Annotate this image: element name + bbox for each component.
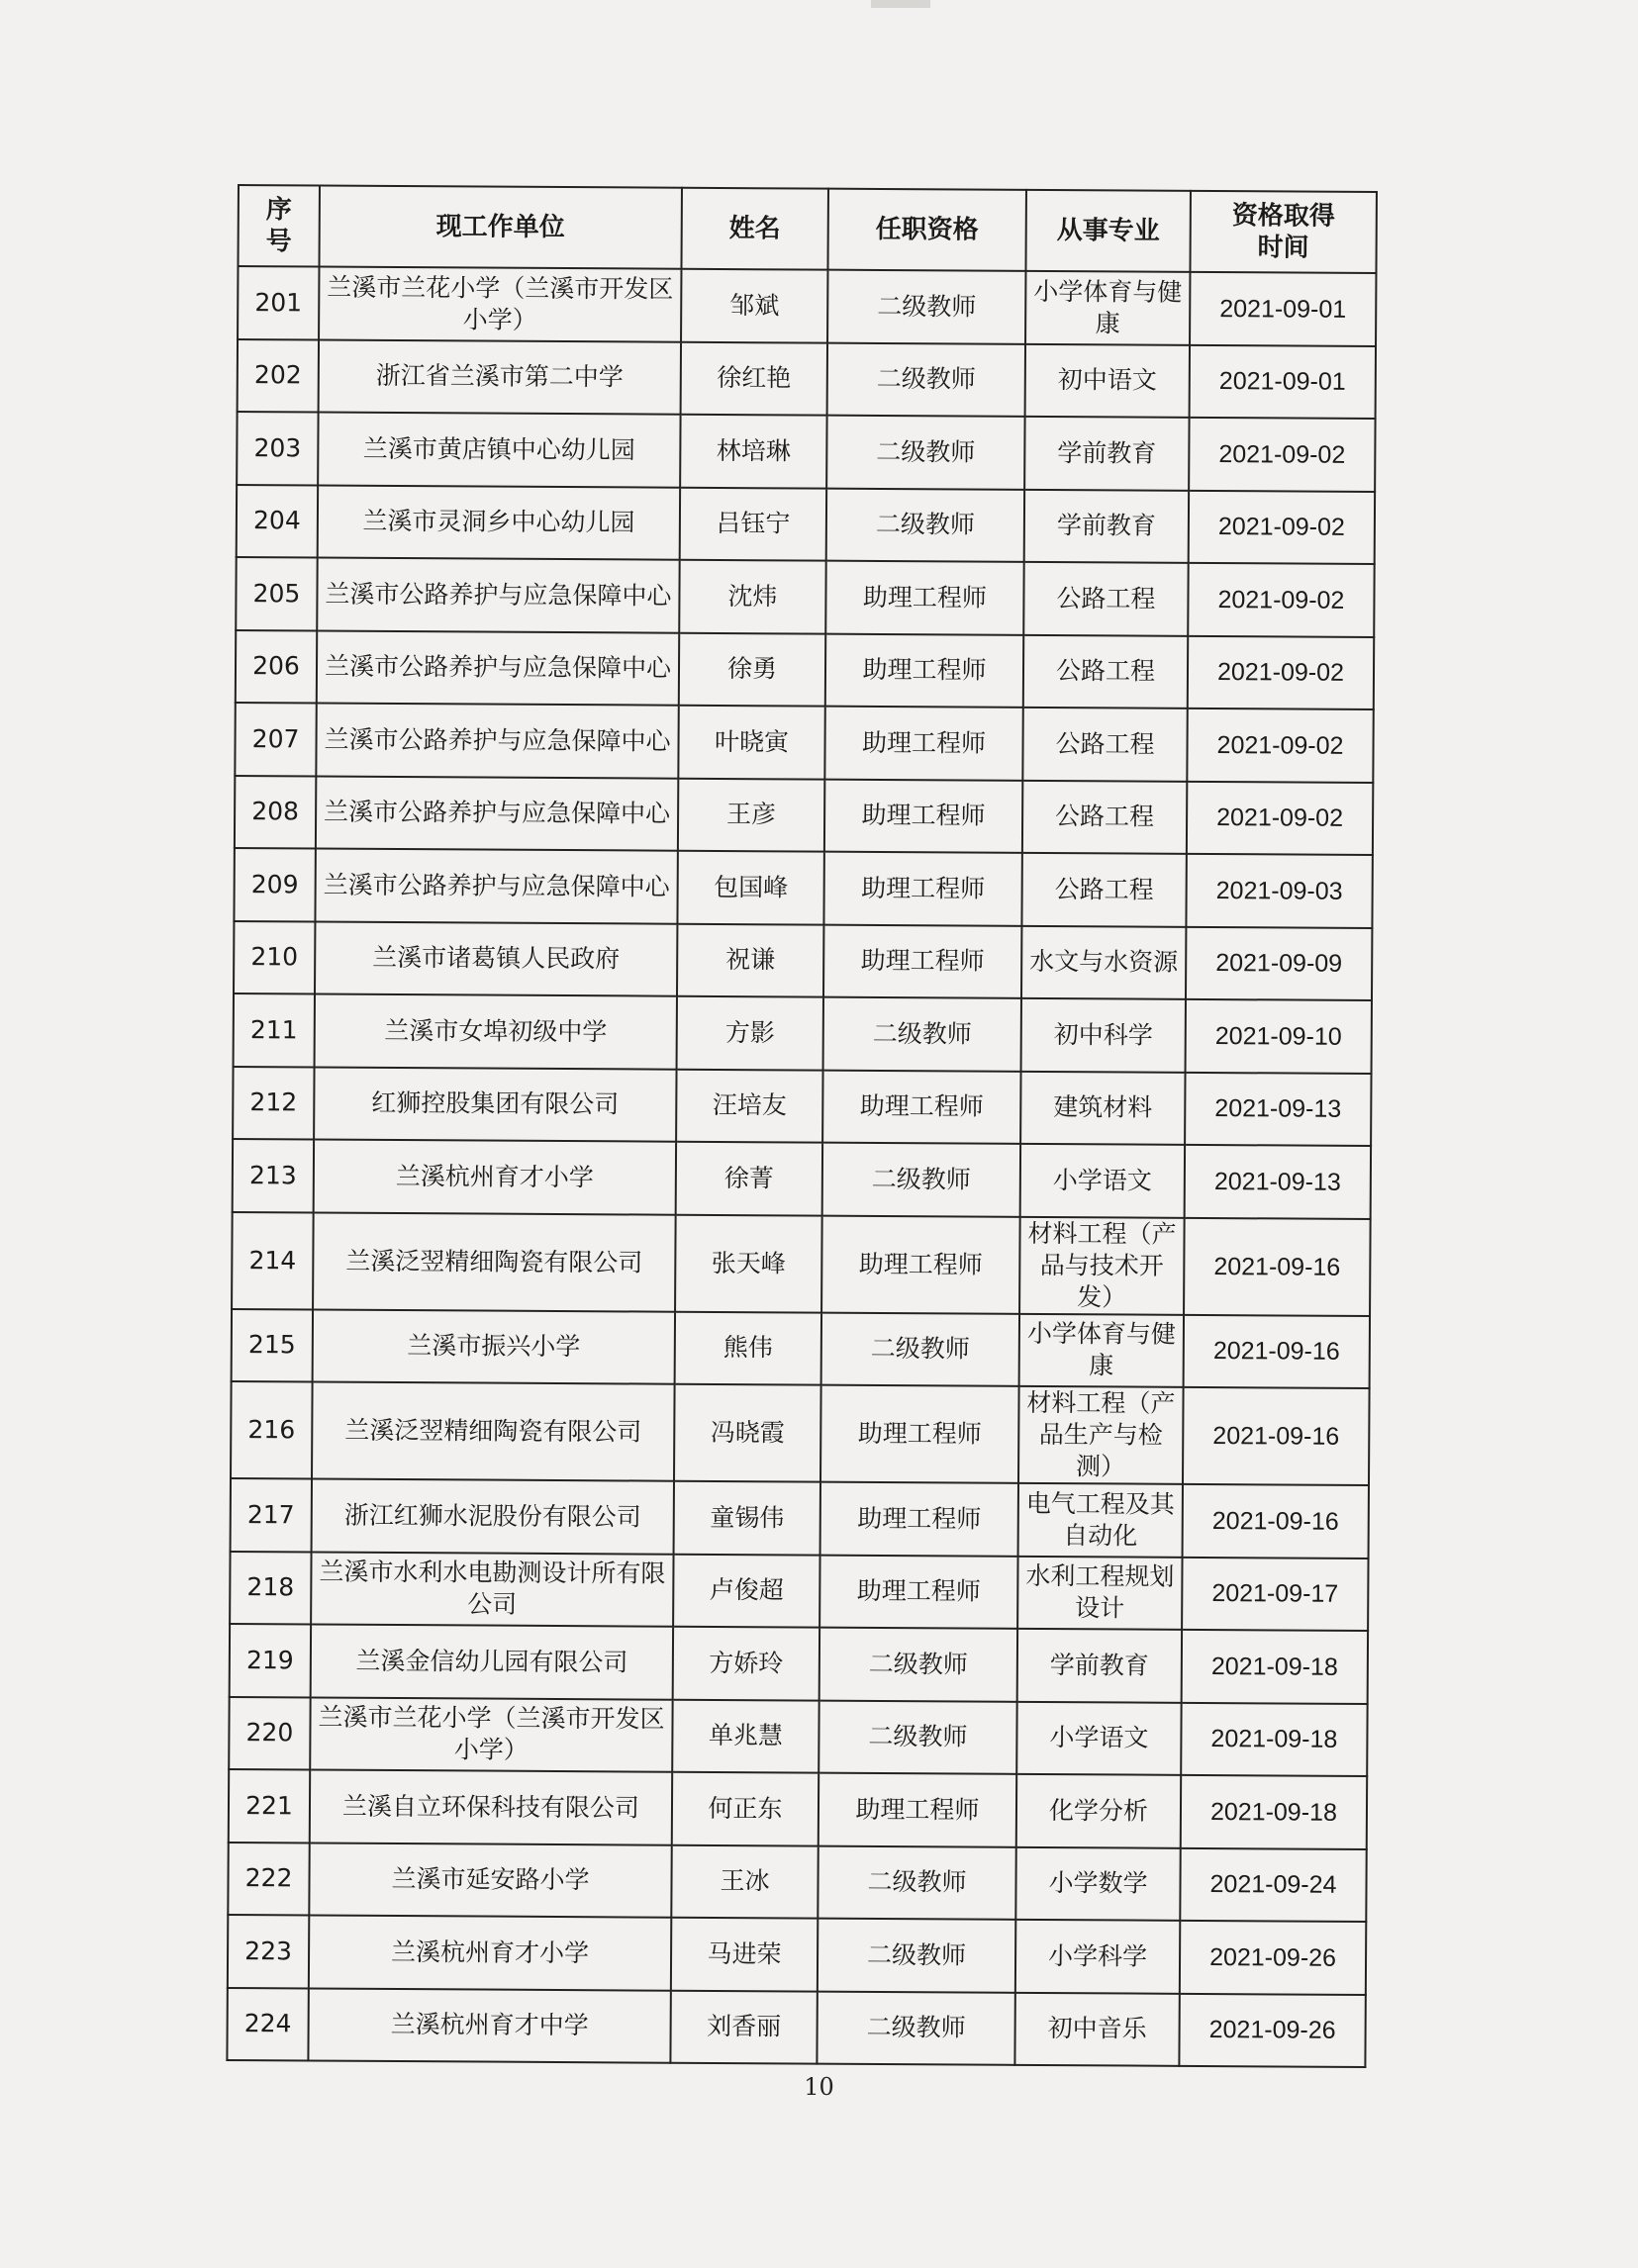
cell-major: 初中语文	[1025, 343, 1190, 418]
cell-seq: 217	[231, 1478, 312, 1552]
table-row	[228, 1915, 1366, 1995]
cell-name: 徐菁	[676, 1142, 822, 1215]
cell-name: 熊伟	[675, 1311, 821, 1384]
page-edge-mark	[871, 0, 930, 8]
cell-date: 2021-09-13	[1185, 1072, 1371, 1146]
table-row	[236, 557, 1374, 637]
cell-unit: 兰溪杭州育才小学	[309, 1915, 671, 1990]
header-major: 从事专业	[1025, 190, 1190, 272]
cell-seq: 208	[235, 775, 316, 848]
cell-qualification: 二级教师	[827, 270, 1025, 344]
cell-date: 2021-09-02	[1188, 635, 1374, 709]
cell-qualification: 二级教师	[823, 997, 1021, 1072]
cell-qualification: 二级教师	[819, 1628, 1017, 1702]
cell-qualification: 助理工程师	[824, 779, 1022, 853]
cell-seq: 216	[231, 1381, 313, 1478]
cell-seq: 204	[237, 485, 318, 558]
cell-qualification: 助理工程师	[825, 561, 1023, 635]
cell-name: 汪培友	[676, 1069, 822, 1142]
cell-qualification: 助理工程师	[822, 1070, 1020, 1144]
cell-seq: 206	[236, 629, 317, 703]
cell-name: 王冰	[671, 1844, 818, 1918]
cell-name: 徐勇	[679, 632, 825, 706]
cell-unit: 兰溪市振兴小学	[313, 1309, 675, 1384]
table-row	[238, 266, 1376, 346]
cell-unit: 兰溪市兰花小学（兰溪市开发区小学）	[310, 1697, 672, 1772]
cell-major: 公路工程	[1023, 634, 1188, 709]
cell-qualification: 助理工程师	[823, 924, 1021, 998]
cell-name: 林培琳	[680, 415, 826, 488]
table-row	[231, 1478, 1369, 1559]
cell-date: 2021-09-13	[1185, 1145, 1371, 1219]
cell-date: 2021-09-02	[1189, 418, 1375, 492]
cell-major: 水文与水资源	[1021, 925, 1186, 999]
cell-date: 2021-09-16	[1183, 1484, 1369, 1559]
cell-unit: 兰溪市公路养护与应急保障中心	[315, 848, 677, 923]
cell-major: 电气工程及其自动化	[1018, 1483, 1183, 1558]
cell-unit: 红狮控股集团有限公司	[314, 1067, 676, 1142]
cell-seq: 224	[227, 1987, 308, 2060]
table-row	[231, 1381, 1370, 1485]
table-row	[229, 1769, 1367, 1849]
roster-table	[226, 184, 1378, 2068]
table-row	[234, 993, 1372, 1074]
cell-unit: 浙江红狮水泥股份有限公司	[312, 1478, 674, 1554]
table-row	[235, 703, 1373, 783]
cell-name: 包国峰	[677, 851, 823, 924]
cell-qualification: 二级教师	[822, 1143, 1020, 1217]
cell-seq: 213	[233, 1139, 314, 1212]
cell-date: 2021-09-16	[1184, 1217, 1371, 1315]
cell-qualification: 二级教师	[826, 416, 1024, 490]
cell-name: 单兆慧	[672, 1699, 819, 1772]
cell-major: 小学语文	[1020, 1144, 1185, 1218]
cell-date: 2021-09-02	[1188, 563, 1374, 637]
cell-date: 2021-09-26	[1179, 1993, 1365, 2067]
table-row	[227, 1987, 1365, 2067]
page-number: 10	[804, 2073, 834, 2101]
cell-name: 祝谦	[677, 923, 823, 996]
cell-major: 水利工程规划设计	[1017, 1556, 1182, 1630]
cell-name: 徐红艳	[681, 341, 827, 415]
cell-seq: 211	[234, 993, 315, 1067]
cell-date: 2021-09-02	[1187, 709, 1373, 783]
cell-major: 学前教育	[1024, 417, 1189, 491]
cell-unit: 兰溪市兰花小学（兰溪市开发区小学）	[319, 267, 681, 342]
cell-qualification: 二级教师	[818, 1845, 1015, 1920]
cell-major: 化学分析	[1016, 1774, 1181, 1848]
cell-qualification: 助理工程师	[819, 1555, 1017, 1629]
cell-unit: 兰溪杭州育才小学	[314, 1139, 676, 1214]
cell-date: 2021-09-24	[1180, 1847, 1366, 1922]
cell-date: 2021-09-18	[1182, 1630, 1368, 1704]
cell-name: 叶晓寅	[678, 706, 824, 779]
cell-name: 邹斌	[681, 269, 827, 342]
cell-date: 2021-09-01	[1190, 272, 1376, 346]
cell-unit: 兰溪市灵洞乡中心幼儿园	[318, 485, 680, 560]
table-row	[236, 629, 1374, 709]
cell-name: 童锡伟	[674, 1481, 820, 1555]
cell-seq: 209	[234, 848, 315, 921]
cell-unit: 兰溪市延安路小学	[309, 1843, 671, 1918]
cell-date: 2021-09-03	[1186, 854, 1372, 928]
cell-major: 公路工程	[1021, 853, 1186, 927]
cell-unit: 兰溪市公路养护与应急保障中心	[317, 558, 679, 633]
table-row	[232, 1211, 1371, 1315]
header-qualification: 任职资格	[827, 189, 1025, 271]
cell-date: 2021-09-18	[1181, 1702, 1367, 1776]
cell-major: 公路工程	[1022, 780, 1187, 854]
cell-seq: 218	[230, 1551, 311, 1624]
cell-qualification: 助理工程师	[820, 1482, 1018, 1557]
cell-seq: 215	[232, 1308, 313, 1381]
cell-seq: 201	[238, 266, 319, 339]
cell-qualification: 助理工程师	[825, 633, 1023, 708]
roster-body	[227, 266, 1376, 2067]
header-date: 资格取得 时间	[1190, 191, 1376, 273]
cell-unit: 兰溪泛翌精细陶瓷有限公司	[312, 1381, 675, 1480]
cell-seq: 222	[228, 1842, 309, 1915]
table-row	[233, 1139, 1371, 1219]
cell-qualification: 二级教师	[819, 1700, 1016, 1774]
cell-seq: 220	[229, 1696, 310, 1769]
cell-major: 小学体育与健康	[1019, 1313, 1184, 1387]
cell-name: 方影	[677, 996, 823, 1070]
cell-date: 2021-09-09	[1186, 926, 1372, 1000]
cell-major: 材料工程（产品与技术开发）	[1019, 1216, 1185, 1314]
cell-unit: 浙江省兰溪市第二中学	[319, 339, 681, 415]
header-row	[238, 185, 1376, 273]
cell-qualification: 助理工程师	[823, 852, 1021, 926]
cell-date: 2021-09-17	[1182, 1557, 1368, 1631]
header-unit: 现工作单位	[319, 186, 681, 269]
cell-name: 沈炜	[679, 560, 825, 633]
cell-qualification: 助理工程师	[819, 1773, 1016, 1847]
cell-date: 2021-09-16	[1184, 1314, 1370, 1388]
header-name: 姓名	[681, 188, 827, 270]
table-row	[229, 1696, 1367, 1776]
cell-name: 冯晓霞	[674, 1384, 821, 1482]
cell-qualification: 二级教师	[818, 1919, 1015, 1993]
cell-major: 小学数学	[1015, 1846, 1180, 1921]
cell-qualification: 二级教师	[817, 1991, 1014, 2065]
table-row	[235, 775, 1373, 855]
table-row	[237, 412, 1375, 492]
table-row	[230, 1624, 1368, 1704]
cell-unit: 兰溪市女埠初级中学	[315, 993, 677, 1069]
cell-date: 2021-09-18	[1181, 1775, 1367, 1849]
cell-major: 初中科学	[1021, 998, 1186, 1073]
cell-date: 2021-09-02	[1187, 781, 1373, 855]
cell-unit: 兰溪杭州育才中学	[308, 1988, 670, 2063]
table-row	[230, 1551, 1368, 1631]
cell-seq: 219	[230, 1624, 311, 1697]
cell-qualification: 助理工程师	[820, 1385, 1019, 1483]
cell-qualification: 助理工程师	[824, 707, 1022, 781]
cell-seq: 221	[229, 1769, 310, 1843]
cell-major: 公路工程	[1022, 708, 1187, 782]
cell-date: 2021-09-26	[1180, 1921, 1366, 1995]
cell-unit: 兰溪市水利水电勘测设计所有限公司	[311, 1552, 673, 1627]
cell-qualification: 助理工程师	[821, 1215, 1020, 1313]
cell-seq: 205	[236, 557, 317, 630]
cell-unit: 兰溪自立环保科技有限公司	[310, 1769, 672, 1844]
cell-name: 王彦	[678, 778, 824, 851]
cell-major: 小学科学	[1015, 1920, 1180, 1994]
cell-name: 张天峰	[675, 1214, 822, 1312]
cell-unit: 兰溪泛翌精细陶瓷有限公司	[313, 1212, 676, 1311]
table-row	[238, 339, 1376, 420]
cell-seq: 210	[234, 920, 315, 993]
cell-name: 方娇玲	[673, 1627, 819, 1700]
cell-major: 建筑材料	[1020, 1071, 1185, 1145]
cell-name: 刘香丽	[670, 1990, 817, 2063]
cell-major: 材料工程（产品生产与检测）	[1018, 1386, 1184, 1484]
cell-date: 2021-09-16	[1183, 1387, 1370, 1485]
cell-major: 小学体育与健康	[1025, 271, 1190, 345]
cell-date: 2021-09-01	[1190, 344, 1376, 419]
cell-seq: 203	[237, 412, 318, 485]
header-seq: 序 号	[238, 185, 319, 266]
cell-unit: 兰溪市公路养护与应急保障中心	[316, 703, 678, 778]
cell-major: 初中音乐	[1014, 1992, 1179, 2066]
cell-name: 何正东	[672, 1772, 819, 1845]
cell-name: 马进荣	[671, 1918, 818, 1991]
cell-qualification: 二级教师	[821, 1312, 1019, 1386]
cell-seq: 223	[228, 1915, 309, 1988]
cell-name: 吕钰宁	[680, 487, 826, 560]
cell-unit: 兰溪市公路养护与应急保障中心	[316, 776, 678, 851]
cell-major: 小学语文	[1016, 1701, 1181, 1775]
cell-date: 2021-09-10	[1186, 999, 1372, 1074]
cell-qualification: 二级教师	[827, 342, 1025, 417]
cell-name: 卢俊超	[673, 1554, 819, 1627]
cell-major: 公路工程	[1023, 562, 1188, 636]
cell-qualification: 二级教师	[826, 488, 1024, 562]
table-row	[234, 848, 1372, 928]
cell-major: 学前教育	[1017, 1629, 1182, 1703]
cell-seq: 212	[233, 1066, 314, 1139]
cell-unit: 兰溪市诸葛镇人民政府	[315, 921, 677, 996]
cell-unit: 兰溪市黄店镇中心幼儿园	[318, 413, 680, 488]
table-row	[232, 1308, 1370, 1388]
table-row	[233, 1066, 1371, 1146]
table-row	[228, 1842, 1366, 1922]
cell-seq: 207	[235, 703, 316, 776]
cell-seq: 202	[238, 339, 319, 413]
cell-date: 2021-09-02	[1189, 490, 1375, 564]
cell-unit: 兰溪市公路养护与应急保障中心	[317, 630, 679, 706]
table-row	[237, 485, 1375, 565]
cell-major: 学前教育	[1024, 489, 1189, 563]
cell-unit: 兰溪金信幼儿园有限公司	[311, 1624, 673, 1699]
cell-seq: 214	[232, 1211, 314, 1308]
table-row	[234, 920, 1372, 1000]
